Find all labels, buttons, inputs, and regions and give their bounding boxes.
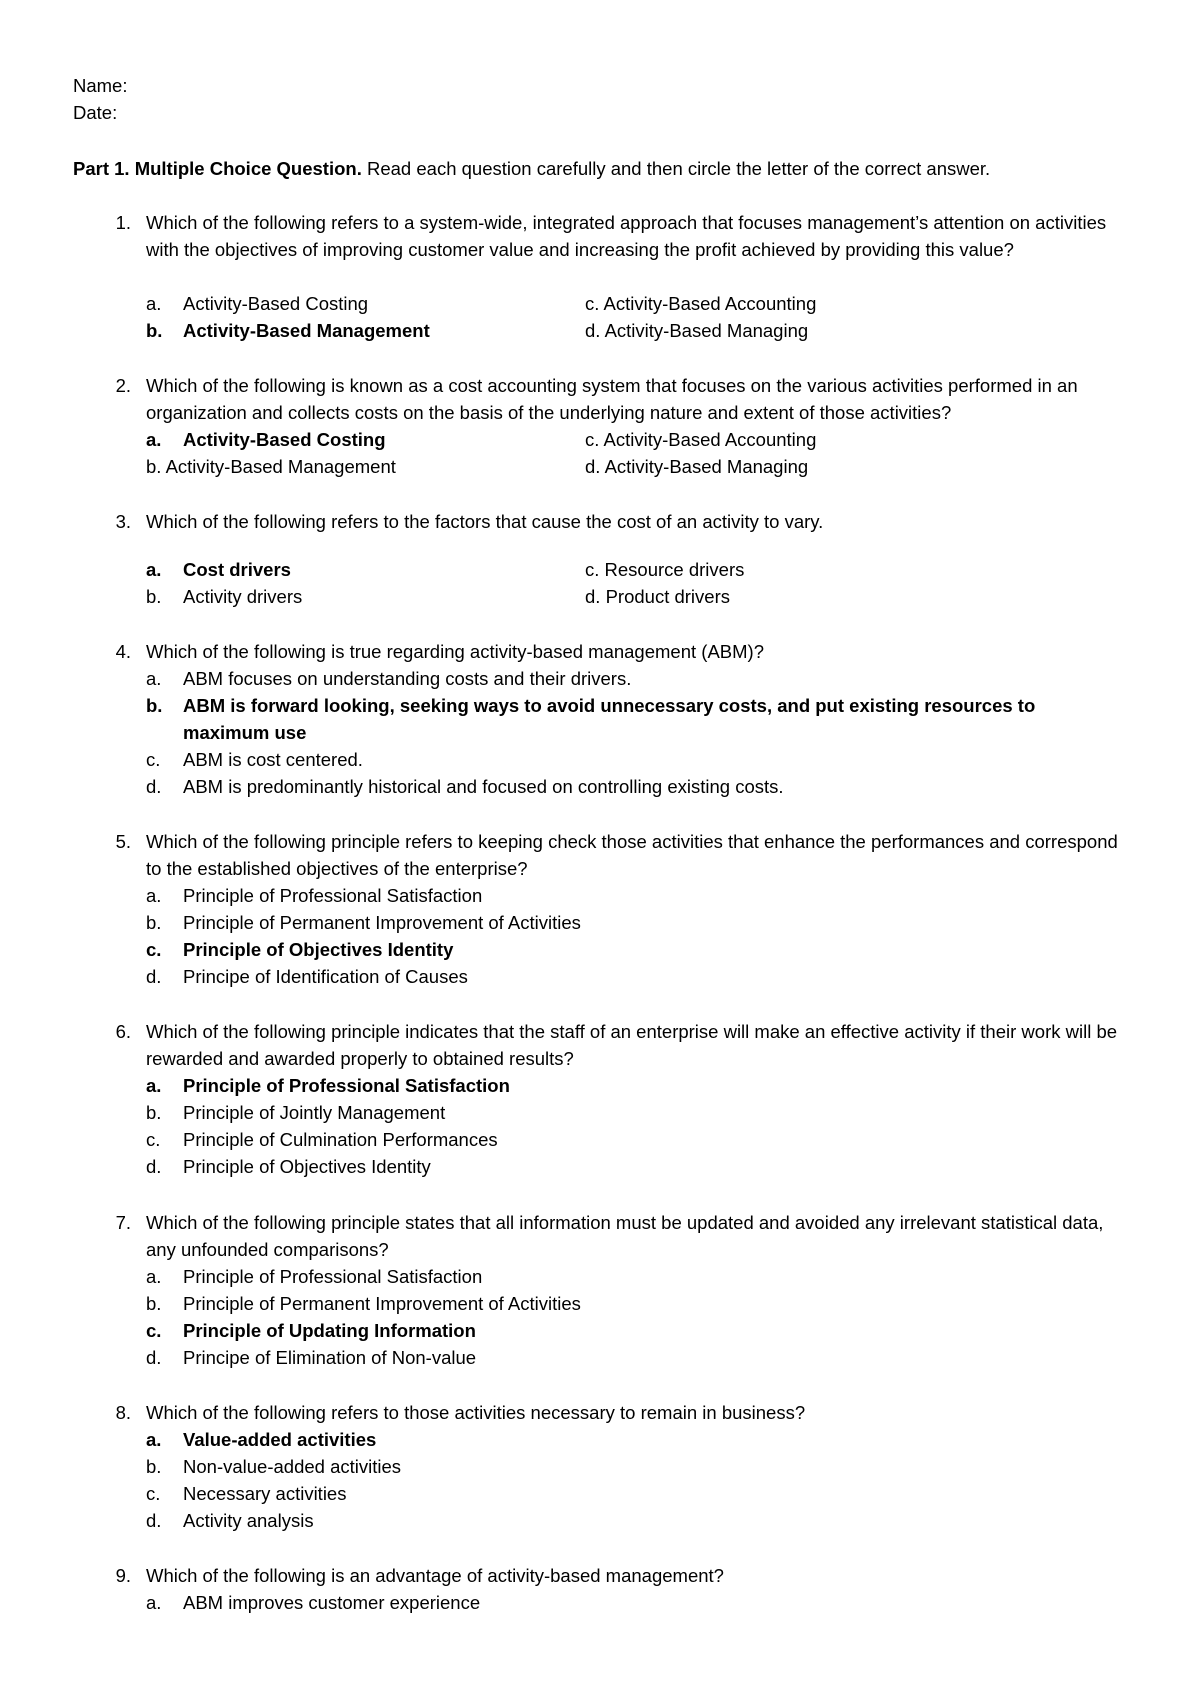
question-number: 7. — [115, 1212, 131, 1233]
option-letter: c. — [146, 939, 162, 960]
option-letter: c. — [146, 749, 161, 770]
part-heading: Part 1. Multiple Choice Question. — [73, 158, 362, 179]
option-text: Principle of Permanent Improvement of Activities — [183, 1293, 581, 1314]
option-text: Principle of Objectives Identity — [183, 939, 454, 960]
option-text: b. Activity-Based Management — [146, 456, 396, 477]
question-number: 6. — [115, 1021, 131, 1042]
question-number: 1. — [115, 212, 131, 233]
option-text: ABM is predominantly historical and focused on controlling existing costs. — [183, 776, 784, 797]
option-letter: b. — [146, 1102, 162, 1123]
question-text: Which of the following principle refers to keeping check those activities that enhance the performances and correspond to the established objectives of the enterprise? — [146, 831, 1118, 879]
option-text: d. Activity-Based Managing — [585, 456, 809, 477]
option-text: c. Resource drivers — [585, 559, 745, 580]
option-text: Activity drivers — [183, 586, 303, 607]
name-label: Name: — [73, 75, 128, 96]
option-text: d. Product drivers — [585, 586, 730, 607]
option-letter: d. — [146, 1347, 162, 1368]
question-text: Which of the following principle states that all information must be updated and avoided any irrelevant statistical data, any unfounded comparisons? — [146, 1212, 1104, 1260]
question-number: 5. — [115, 831, 131, 852]
option-letter: d. — [146, 1156, 162, 1177]
option-letter: c. — [146, 1129, 161, 1150]
question-number: 4. — [115, 641, 131, 662]
option-text: Activity-Based Costing — [183, 293, 369, 314]
option-letter: b. — [146, 1293, 162, 1314]
question-text: Which of the following is true regarding activity-based management (ABM)? — [146, 641, 764, 662]
option-text: c. Activity-Based Accounting — [585, 429, 817, 450]
option-text: Principe of Identification of Causes — [183, 966, 468, 987]
option-letter: b. — [146, 695, 163, 716]
option-text: Principle of Updating Information — [183, 1320, 476, 1341]
option-text: ABM focuses on understanding costs and their drivers. — [183, 668, 632, 689]
option-letter: d. — [146, 1510, 162, 1531]
option-text: Principle of Jointly Management — [183, 1102, 446, 1123]
question-text: Which of the following is an advantage of activity-based management? — [146, 1565, 724, 1586]
question-text: Which of the following refers to those activities necessary to remain in business? — [146, 1402, 806, 1423]
option-letter: d. — [146, 966, 162, 987]
option-text: ABM is forward looking, seeking ways to avoid unnecessary costs, and put existing resources to maximum use — [183, 695, 1036, 743]
option-text: Principle of Professional Satisfaction — [183, 1075, 510, 1096]
option-letter: a. — [146, 429, 162, 450]
option-letter: a. — [146, 1429, 162, 1450]
option-text: Activity-Based Management — [183, 320, 430, 341]
option-text: Necessary activities — [183, 1483, 347, 1504]
question-text: Which of the following principle indicates that the staff of an enterprise will make an effective activity if their work will be rewarded and awarded properly to obtained results? — [146, 1021, 1118, 1069]
option-text: Principle of Culmination Performances — [183, 1129, 498, 1150]
option-letter: a. — [146, 1075, 162, 1096]
option-text: Activity analysis — [183, 1510, 314, 1531]
option-text: Non-value-added activities — [183, 1456, 402, 1477]
option-text: ABM improves customer experience — [183, 1592, 481, 1613]
option-letter: c. — [146, 1320, 162, 1341]
option-text: Value-added activities — [183, 1429, 377, 1450]
date-label: Date: — [73, 102, 118, 123]
option-letter: a. — [146, 293, 162, 314]
option-text: Principle of Professional Satisfaction — [183, 885, 483, 906]
option-text: Principle of Objectives Identity — [183, 1156, 431, 1177]
option-letter: b. — [146, 320, 163, 341]
question-number: 8. — [115, 1402, 131, 1423]
option-text: Principe of Elimination of Non-value — [183, 1347, 477, 1368]
option-text: Principle of Permanent Improvement of Activities — [183, 912, 581, 933]
question-number: 3. — [115, 511, 131, 532]
question-text: Which of the following refers to the factors that cause the cost of an activity to vary. — [146, 511, 824, 532]
instructions-text: Read each question carefully and then circle the letter of the correct answer. — [361, 158, 991, 179]
option-text: d. Activity-Based Managing — [585, 320, 809, 341]
option-letter: b. — [146, 1456, 162, 1477]
question-number: 9. — [115, 1565, 131, 1586]
option-letter: a. — [146, 1592, 162, 1613]
instructions — [73, 155, 990, 182]
option-text: Principle of Professional Satisfaction — [183, 1266, 483, 1287]
question-text: Which of the following refers to a system-wide, integrated approach that focuses management’s attention on activities with the objectives of improving customer value and increasing the profit achieved by providing this value? — [146, 212, 1107, 260]
option-text: Cost drivers — [183, 559, 291, 580]
option-letter: a. — [146, 885, 162, 906]
question-number: 2. — [115, 375, 131, 396]
question-text: Which of the following is known as a cost accounting system that focuses on the various activities performed in an organization and collects costs on the basis of the underlying nature and extent of those activities? — [146, 375, 1078, 423]
option-letter: c. — [146, 1483, 161, 1504]
option-letter: d. — [146, 776, 162, 797]
option-letter: a. — [146, 1266, 162, 1287]
option-letter: b. — [146, 586, 162, 607]
option-letter: a. — [146, 559, 162, 580]
option-text: ABM is cost centered. — [183, 749, 363, 770]
option-text: c. Activity-Based Accounting — [585, 293, 817, 314]
option-text: Activity-Based Costing — [183, 429, 386, 450]
option-letter: b. — [146, 912, 162, 933]
option-letter: a. — [146, 668, 162, 689]
